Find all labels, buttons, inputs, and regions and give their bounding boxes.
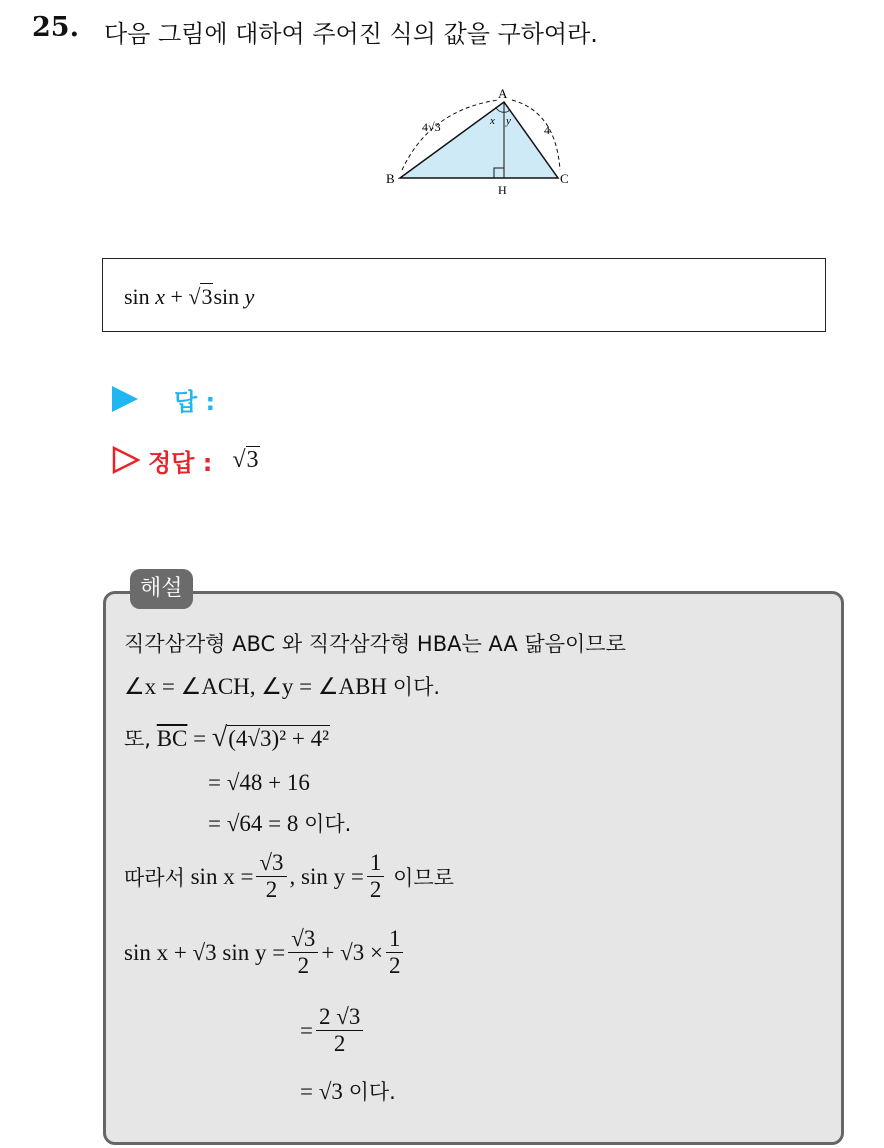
- label-side-ac: 4: [544, 123, 550, 137]
- explain-line-2: ∠x = ∠ACH, ∠y = ∠ABH 이다.: [124, 674, 441, 699]
- label-a: A: [498, 86, 508, 101]
- label-h: H: [498, 183, 507, 197]
- question-text: 다음 그림에 대하여 주어진 식의 값을 구하여라.: [104, 20, 598, 48]
- label-y: y: [506, 115, 511, 127]
- expr-y: y: [244, 284, 255, 309]
- label-x: x: [490, 115, 495, 127]
- expr-sin2: sin: [213, 284, 240, 309]
- question-number: 25.: [32, 12, 79, 43]
- explain-line-8: = $\frac{2 √3}{2}$: [300, 1004, 366, 1058]
- correct-answer-row: [112, 440, 260, 480]
- explain-line-5: = √64 = 8 이다.: [208, 811, 352, 836]
- expr-x: x: [155, 284, 165, 309]
- play-triangle-icon: [112, 386, 138, 412]
- answer-label: 답 :: [174, 387, 216, 416]
- expr-sin1: sin: [124, 284, 150, 309]
- label-side-ab: 4√3: [422, 120, 441, 134]
- outline-triangle-icon: [112, 446, 140, 474]
- expression: [124, 284, 254, 310]
- label-c: C: [560, 171, 569, 186]
- triangle-abc: [400, 102, 558, 178]
- expr-plus: +: [170, 284, 183, 309]
- label-b: B: [386, 171, 395, 186]
- explain-line-7: sin x + √3 sin y = $\frac{√3}{2}$ + √3 × $\frac{1}{2}$: [124, 926, 406, 980]
- explain-line-3: 또, $\overline{BC} = √(4√3)^2 + 4^2$: [124, 722, 329, 753]
- correct-answer-label: 정답 :: [148, 448, 213, 477]
- explain-line-1: 직각삼각형 ABC 와 직각삼각형 HBA는 AA 닮음이므로: [124, 632, 626, 656]
- explanation-tab: 해설: [130, 569, 193, 609]
- expr-sqrt: √3: [188, 284, 213, 309]
- correct-answer-value: √3: [232, 446, 259, 473]
- explain-line-4: = √48 + 16: [208, 770, 310, 795]
- explain-line-9: = √3 이다.: [300, 1079, 396, 1104]
- answer-row: [112, 380, 215, 418]
- triangle-figure: [380, 82, 580, 202]
- explain-line-6: 따라서 sin x = $\frac{√3}{2}$ , sin y = $\frac{1}{2}$ 이므로: [124, 850, 454, 903]
